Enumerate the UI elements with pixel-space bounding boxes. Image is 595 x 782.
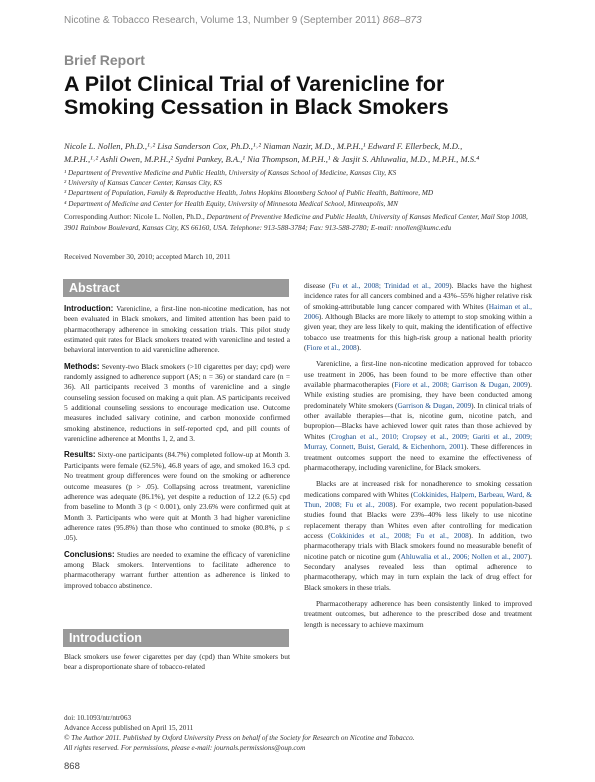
body-paragraph-3 (304, 479, 532, 593)
right-column-body (304, 281, 532, 630)
body-paragraph-2 (304, 359, 532, 473)
abstract-conclusions-text: Studies are needed to examine the efficacy of varenicline among Black smokers. Interventions to facilitate adherence to pharmacotherapy warrant further attention as adherence is linked to improved tobacco abstinence. (64, 549, 290, 590)
citation-link[interactable]: Cokkinides et al., 2008; Fu et al., 2008 (330, 530, 469, 540)
abstract-results-text: Sixty-one participants (84.7%) completed follow-up at Month 3. Participants were female (62.5%), 46.8 years of age, and smoked 16.3 cpd. No treatment group differences were found on the smoking or adherence outcome measures (p > .05). Collapsing across treatment, varenicline adherence was adequate (86.1%), yet despite a reduction of 12.2 (6.5) cpd from baseline to Month 3 (p < 0.001), only 23.6% were confirmed quit at Month 3. Participants who were quit at Month 3 had higher varenicline adherence rates (95.8%) than those who continued to smoke (80.8%, p ≤ .05). (64, 450, 290, 543)
journal-pages: 868–873 (382, 15, 422, 26)
citation-link[interactable]: Fiore et al., 2008 (306, 343, 357, 353)
affiliation-1: ¹ Department of Preventive Medicine and Public Health, University of Kansas School of Medicine, Kansas City, KS (64, 169, 397, 177)
page-number: 868 (64, 761, 80, 772)
section-label: Brief Report (64, 52, 145, 68)
abstract-results-label: Results: (64, 450, 96, 460)
title-line-1: A Pilot Clinical Trial of Varenicline for (64, 72, 445, 96)
abstract-conclusions (64, 550, 290, 591)
permissions: All rights reserved. For permissions, please e-mail: journals.permissions@oup.com (64, 744, 306, 752)
affiliation-2: ² University of Kansas Cancer Center, Kansas City, KS (64, 179, 222, 188)
citation-link[interactable]: Cokkinides, Halpern, Barbeau, Ward, & Thun, 2008; Fu et al., 2008 (304, 489, 533, 509)
text-run: ). Secondary analyses revealed less than optimal adherence to pharmacotherapy, which may in turn explain the lack of drug effect for Black smokers in these trials. (304, 551, 532, 592)
introduction-body (64, 652, 290, 673)
journal-name: Nicotine & Tobacco Research, Volume 13, Number 9 (September 2011) (64, 15, 380, 26)
text-run: Varenicline, a first-line non-nicotine medication approved for tobacco use treatment in 2006, has been found to be more effective than other available pharmacotherapies ( (304, 359, 532, 390)
author-list (64, 140, 534, 165)
text-run: ). These differences in treatment outcomes support the need to examine the effectiveness of pharmacotherapy, including varenicline, for Black smokers. (304, 442, 532, 472)
text-run: ). In addition, two pharmacotherapy trials with Black smokers found no measurable benefit of nicotine patch or nicotine gum ( (304, 530, 533, 561)
citation-link[interactable]: Fu et al., 2008; Trinidad et al., 2009 (331, 281, 450, 290)
journal-header (64, 15, 422, 26)
article-footer (64, 713, 534, 753)
affiliation-3: ³ Department of Population, Family & Reproductive Health, Johns Hopkins Bloomberg School of Public Health, Baltimore, MD (64, 189, 434, 198)
text-run: ). While existing studies are promising, they have been conducted among predominately White smokers ( (304, 380, 532, 410)
text-run: Blacks are at increased risk for nonadherence to smoking cessation medications compared with Whites ( (304, 479, 532, 499)
introduction-heading: Introduction (63, 629, 289, 647)
abstract-body (64, 304, 290, 591)
title-line-2: Smoking Cessation in Black Smokers (64, 95, 449, 119)
text-run: ). In clinical trials of other available therapies—that is, nicotine gum, nicotine patch, and bupropion—Blacks have achieved lower quit rates than those achieved by Whites ( (304, 400, 532, 441)
abstract-intro-text: Varenicline, a first-line non-nicotine medication, has not been evaluated in Black smokers, and limited attention has been paid to pharmacotherapy adherence in smoking cessation trials. This pilot study estimated quit rates for Black smokers treated with varenicline and tested a behavioral intervention to aid varenicline adherence. (64, 304, 290, 355)
author-line-2: M.P.H.,¹˒² Ashli Owen, M.P.H.,² Sydni Pankey, B.A.,¹ Nia Thompson, M.P.H.,¹ & Jasjit S. Ahluwalia, M.D., M.P.H., M.S.⁴ (64, 153, 480, 164)
text-run: ). Although Blacks are more likely to attempt to stop smoking within a given year, they are less likely to quit, making the identification of effective tobacco use treatments for this high-risk group a national health priority ( (304, 312, 532, 353)
received-dates: Received November 30, 2010; accepted March 10, 2011 (64, 252, 231, 261)
author-line-1: Nicole L. Nollen, Ph.D.,¹˒² Lisa Sanderson Cox, Ph.D.,¹˒² Niaman Nazir, M.D., M.P.H.,¹ Edward F. Ellerbeck, M.D., (64, 141, 463, 151)
advance-access: Advance Access published on April 15, 2011 (64, 724, 194, 732)
introduction-paragraph-1: Black smokers use fewer cigarettes per day (cpd) than White smokers but bear a disproportionate share of tobacco-related (64, 652, 290, 672)
affiliations (64, 168, 534, 209)
citation-link[interactable]: Garrison & Dugan, 2009 (397, 400, 472, 410)
abstract-introduction (64, 304, 290, 356)
affiliation-4: ⁴ Department of Medicine and Center for Health Equity, University of Minnesota Medical School, Minneapolis, MN (64, 199, 398, 208)
abstract-methods (64, 362, 290, 445)
citation-link[interactable]: Croghan et al., 2010; Cropsey et al., 2009; Gariti et al., 2009; Murray, Connett, Buist, Gerald, & Eichenhorn, 2001 (304, 431, 532, 452)
doi: doi: 10.1093/ntr/ntr063 (64, 714, 132, 722)
text-run: ). Blacks have the highest incidence rates for all cancers combined and a 43%–55% higher relative risk of smoking-attributable lung cancer compared with Whites ( (304, 281, 532, 311)
citation-link[interactable]: Fiore et al., 2008; Garrison & Dugan, 2009 (394, 380, 528, 390)
text-run: disease ( (304, 281, 332, 290)
corresponding-details: Department of Preventive Medicine and Public Health, University of Kansas Medical Center, Mail Stop 1008, 3901 Rainbow Boulevard, Kansas City, KS 66160, USA. Telephone: 913-588-3784; Fax: 913-588-2780; E-mail: nnollen@kumc.edu (64, 212, 528, 232)
corresponding-label: Corresponding Author: Nicole L. Nollen, Ph.D., (64, 212, 207, 221)
abstract-results (64, 450, 290, 543)
abstract-conclusions-label: Conclusions: (64, 549, 115, 559)
body-paragraph-4: Pharmacotherapy adherence has been consistently linked to improved treatment outcomes, but adherence to the prescribed dose and treatment length is necessary to achieve maximum (304, 598, 532, 629)
article-title (64, 73, 534, 119)
abstract-methods-text: Seventy-two Black smokers (>10 cigarettes per day; cpd) were randomly assigned to adherence support (AS; n = 36) or standard care (n = 36). All participants received 3 months of varenicline and a single counseling session focused on making a quit plan. AS participants received 5 additional counseling sessions to encourage medication use. Outcome measures included salivary cotinine, and carbon monoxide confirmed smoking abstinence, reductions in self-reported cpd, and pill counts of varenicline adherence at Months 1, 2, and 3. (64, 361, 290, 444)
abstract-heading: Abstract (63, 279, 289, 297)
text-run: ). For example, two recent population-based studies found that Blacks were 23%–40% less likely to use nicotine replacement therapy than Whites even after controlling for medication access ( (304, 499, 532, 540)
text-run: ). (356, 343, 362, 353)
copyright: © The Author 2011. Published by Oxford University Press on behalf of the Society for Research on Nicotine and Tobacco. (64, 734, 415, 742)
abstract-methods-label: Methods: (64, 361, 100, 371)
citation-link[interactable]: Haiman et al., 2006 (304, 301, 532, 322)
body-paragraph-1 (304, 281, 532, 353)
corresponding-author (64, 212, 542, 233)
citation-link[interactable]: Ahluwalia et al., 2006; Nollen et al., 2007 (400, 551, 528, 561)
abstract-intro-label: Introduction: (64, 304, 114, 313)
